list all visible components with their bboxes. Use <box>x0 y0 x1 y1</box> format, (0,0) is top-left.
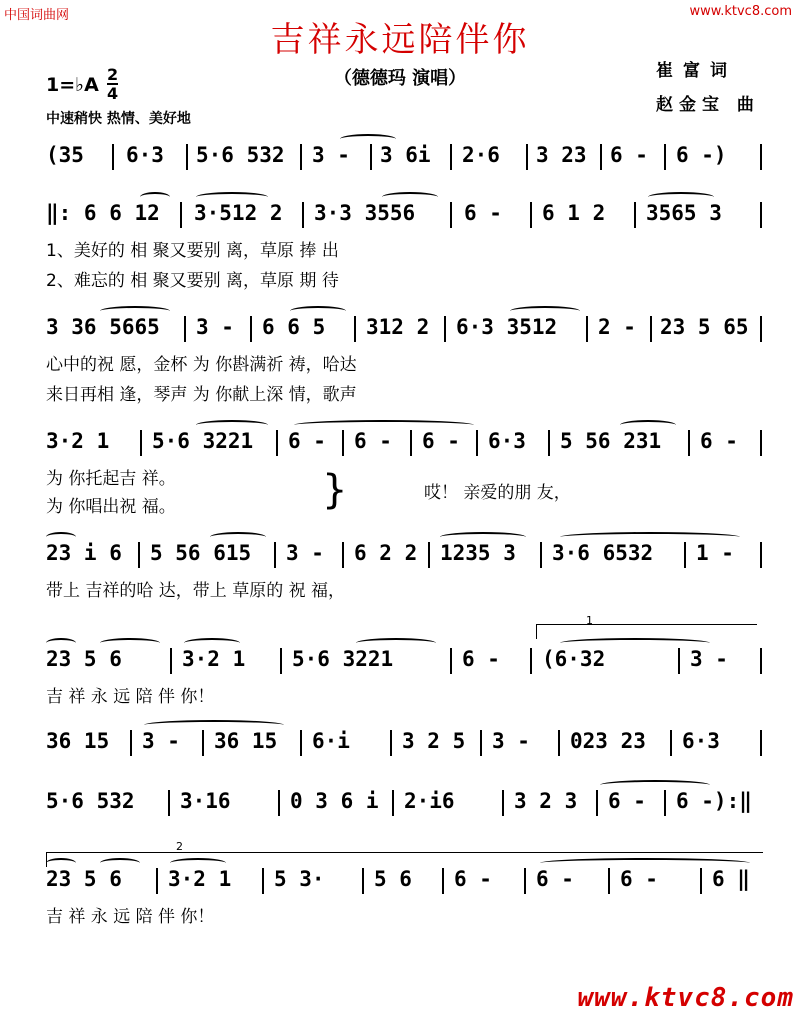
measure: 3 - <box>196 315 234 339</box>
measure: 3 - <box>142 729 180 753</box>
measure: 023 23 <box>570 729 646 753</box>
slur <box>196 420 268 430</box>
measure: 6 -) <box>676 143 727 167</box>
measure: 5 56 231 <box>560 429 662 453</box>
slur <box>46 532 76 542</box>
measure: 0 3 6 i <box>290 789 379 813</box>
barline <box>156 868 158 894</box>
measure: 23 i 6 <box>46 541 122 565</box>
measure: 6 - <box>536 867 574 891</box>
measure: 5·6 532 <box>196 143 285 167</box>
barline <box>354 316 356 342</box>
measure: 6 - <box>700 429 738 453</box>
measure: 6 - <box>288 429 326 453</box>
barline <box>760 202 762 228</box>
measure: 6·3 <box>126 143 164 167</box>
measure: 3 2 3 <box>514 789 578 813</box>
measure: 5·6 532 <box>46 789 135 813</box>
barline <box>130 730 132 756</box>
barline <box>596 790 598 816</box>
barline <box>186 144 188 170</box>
composer-credit: 赵金宝 曲 <box>656 95 760 115</box>
measure: 3565 3 <box>646 201 722 225</box>
measure: 3 - <box>286 541 324 565</box>
barline <box>684 542 686 568</box>
lyric-line: 吉 祥 永 远 陪 伴 你！ <box>46 687 215 707</box>
lyric-line-verse2: 2、难忘的 相 聚又要别 离，草原 期 待 <box>46 271 339 291</box>
barline <box>760 144 762 170</box>
barline <box>138 542 140 568</box>
measure: 3 36 5665 <box>46 315 160 339</box>
measure: 36 15 <box>46 729 110 753</box>
measure: 3 23 <box>536 143 587 167</box>
site-watermark: www.ktvc8.com <box>577 983 794 1013</box>
lyric-line-verse2: 为 你唱出祝 福。 <box>46 497 176 517</box>
measure: 6·3 <box>488 429 526 453</box>
meter-top: 2 <box>107 65 119 84</box>
measure: (35 <box>46 143 84 167</box>
slur <box>510 306 580 316</box>
measure: 6 - <box>610 143 648 167</box>
barline <box>450 202 452 228</box>
slur <box>144 720 284 730</box>
lyric-line-verse2: 来日再相 逢，琴声 为 你献上深 情，歌声 <box>46 385 357 405</box>
slur <box>560 638 710 648</box>
measure: 1235 3 <box>440 541 516 565</box>
barline <box>608 868 610 894</box>
barline <box>688 430 690 456</box>
slur <box>100 638 160 648</box>
lyric-line-verse1: 为 你托起吉 祥。 <box>46 469 176 489</box>
barline <box>184 316 186 342</box>
barline <box>540 542 542 568</box>
barline <box>342 542 344 568</box>
barline <box>362 868 364 894</box>
tempo-marking: 中速稍快 热情、美好地 <box>46 111 191 127</box>
barline <box>342 430 344 456</box>
measure: 6 - <box>608 789 646 813</box>
barline <box>250 316 252 342</box>
barline <box>586 316 588 342</box>
barline <box>700 868 702 894</box>
measure: 2·6 <box>462 143 500 167</box>
barline <box>442 868 444 894</box>
measure: 3 2 5 <box>402 729 466 753</box>
measure: 23 5 6 <box>46 867 122 891</box>
measure: 6 - <box>464 201 502 225</box>
measure: 3·2 1 <box>168 867 232 891</box>
barline <box>664 144 666 170</box>
barline <box>650 316 652 342</box>
measure: 6 - <box>354 429 392 453</box>
slur <box>196 192 268 202</box>
barline <box>392 790 394 816</box>
slur <box>46 858 76 868</box>
key-signature: 1=♭A <box>46 74 99 96</box>
measure: 5·6 3221 <box>152 429 254 453</box>
measure: 6 - <box>454 867 492 891</box>
measure: 3 - <box>690 647 728 671</box>
slur <box>540 858 750 868</box>
barline <box>558 730 560 756</box>
measure: 3 - <box>312 143 350 167</box>
barline <box>278 790 280 816</box>
barline <box>262 868 264 894</box>
barline <box>202 730 204 756</box>
slur <box>140 192 170 202</box>
measure: 36 15 <box>214 729 278 753</box>
verse-brace: } <box>322 467 348 513</box>
time-signature <box>107 66 118 102</box>
measure: 6 ‖ <box>712 867 750 891</box>
barline <box>444 316 446 342</box>
notation-row <box>0 724 800 758</box>
barline <box>428 542 430 568</box>
measure: 5 6 <box>374 867 412 891</box>
measure: 6 6 5 <box>262 315 326 339</box>
notation-row <box>0 138 800 172</box>
barline <box>524 868 526 894</box>
barline <box>760 648 762 674</box>
measure: 6·3 <box>682 729 720 753</box>
slur <box>184 638 240 648</box>
barline <box>480 730 482 756</box>
measure: 3·512 2 <box>194 201 283 225</box>
measure: 2 - <box>598 315 636 339</box>
measure: 6 - <box>422 429 460 453</box>
barline <box>526 144 528 170</box>
measure: 5 3· <box>274 867 325 891</box>
slur <box>356 638 436 648</box>
barline <box>502 790 504 816</box>
barline <box>678 648 680 674</box>
barline <box>760 730 762 756</box>
site-url-top[interactable]: www.ktvc8.com <box>689 4 792 19</box>
barline <box>112 144 114 170</box>
barline <box>168 790 170 816</box>
lyric-line-shared: 哎！ 亲爱的朋 友， <box>424 483 571 503</box>
volta-label-2: 2 <box>176 840 183 853</box>
barline <box>670 730 672 756</box>
measure: 6 - <box>462 647 500 671</box>
slur <box>382 192 438 202</box>
barline <box>760 542 762 568</box>
slur <box>440 532 526 542</box>
barline <box>450 144 452 170</box>
measure: 23 5 65 <box>660 315 749 339</box>
measure: 6·3 3512 <box>456 315 558 339</box>
measure: 1 - <box>696 541 734 565</box>
barline <box>548 430 550 456</box>
measure: 6 - <box>620 867 658 891</box>
singer-credit: （德德玛 演唱） <box>333 68 467 89</box>
notation-row <box>0 536 800 570</box>
barline <box>140 430 142 456</box>
measure: 312 2 <box>366 315 430 339</box>
slur <box>170 858 226 868</box>
measure: 3·6 6532 <box>552 541 654 565</box>
barline <box>760 430 762 456</box>
measure: ‖: 6 6 12 <box>46 201 160 225</box>
slur <box>100 858 140 868</box>
measure: 6·i <box>312 729 350 753</box>
slur <box>100 306 170 316</box>
lyric-line-verse1: 心中的祝 愿，金杯 为 你斟满祈 祷，哈达 <box>46 355 357 375</box>
barline <box>600 144 602 170</box>
barline <box>530 648 532 674</box>
notation-row <box>0 196 800 230</box>
slur <box>294 420 474 430</box>
notation-row <box>0 642 800 676</box>
barline <box>390 730 392 756</box>
barline <box>450 648 452 674</box>
barline <box>476 430 478 456</box>
barline <box>170 648 172 674</box>
measure: 6 -):‖ <box>676 789 752 813</box>
slur <box>340 134 396 144</box>
measure: 6 2 2 <box>354 541 418 565</box>
measure: 2·i6 <box>404 789 455 813</box>
barline <box>302 202 304 228</box>
measure: 6 1 2 <box>542 201 606 225</box>
barline <box>530 202 532 228</box>
barline <box>300 144 302 170</box>
notation-row <box>0 424 800 458</box>
barline <box>276 430 278 456</box>
measure: 3·2 1 <box>46 429 110 453</box>
barline <box>760 316 762 342</box>
slur <box>290 306 346 316</box>
lyricist-credit: 崔富词 <box>656 61 737 81</box>
notation-row <box>0 784 800 818</box>
barline <box>180 202 182 228</box>
barline <box>410 430 412 456</box>
measure: 3 - <box>492 729 530 753</box>
slur <box>600 780 710 790</box>
meter-bottom: 4 <box>107 84 119 103</box>
slur <box>560 532 740 542</box>
slur <box>620 420 676 430</box>
barline <box>300 730 302 756</box>
lyric-line-verse1: 1、美好的 相 聚又要别 离，草原 捧 出 <box>46 241 339 261</box>
measure: 23 5 6 <box>46 647 122 671</box>
barline <box>664 790 666 816</box>
volta-label-1: 1 <box>586 614 593 627</box>
barline <box>280 648 282 674</box>
barline <box>370 144 372 170</box>
measure: (6·32 <box>542 647 606 671</box>
measure: 5 56 615 <box>150 541 252 565</box>
measure: 3·2 1 <box>182 647 246 671</box>
measure: 3·16 <box>180 789 231 813</box>
barline <box>634 202 636 228</box>
slur <box>210 532 266 542</box>
measure: 5·6 3221 <box>292 647 394 671</box>
slur <box>648 192 714 202</box>
song-title: 吉祥永远陪伴你 <box>270 20 530 60</box>
slur <box>46 638 76 648</box>
measure: 3 6i <box>380 143 431 167</box>
lyric-line: 吉 祥 永 远 陪 伴 你！ <box>46 907 215 927</box>
barline <box>274 542 276 568</box>
lyric-line: 带上 吉祥的哈 达，带上 草原的 祝 福， <box>46 581 346 601</box>
measure: 3·3 3556 <box>314 201 416 225</box>
notation-row <box>0 310 800 344</box>
notation-row <box>0 862 800 896</box>
volta-bracket-1 <box>536 624 757 639</box>
site-name-top: 中国词曲网 <box>4 8 70 23</box>
